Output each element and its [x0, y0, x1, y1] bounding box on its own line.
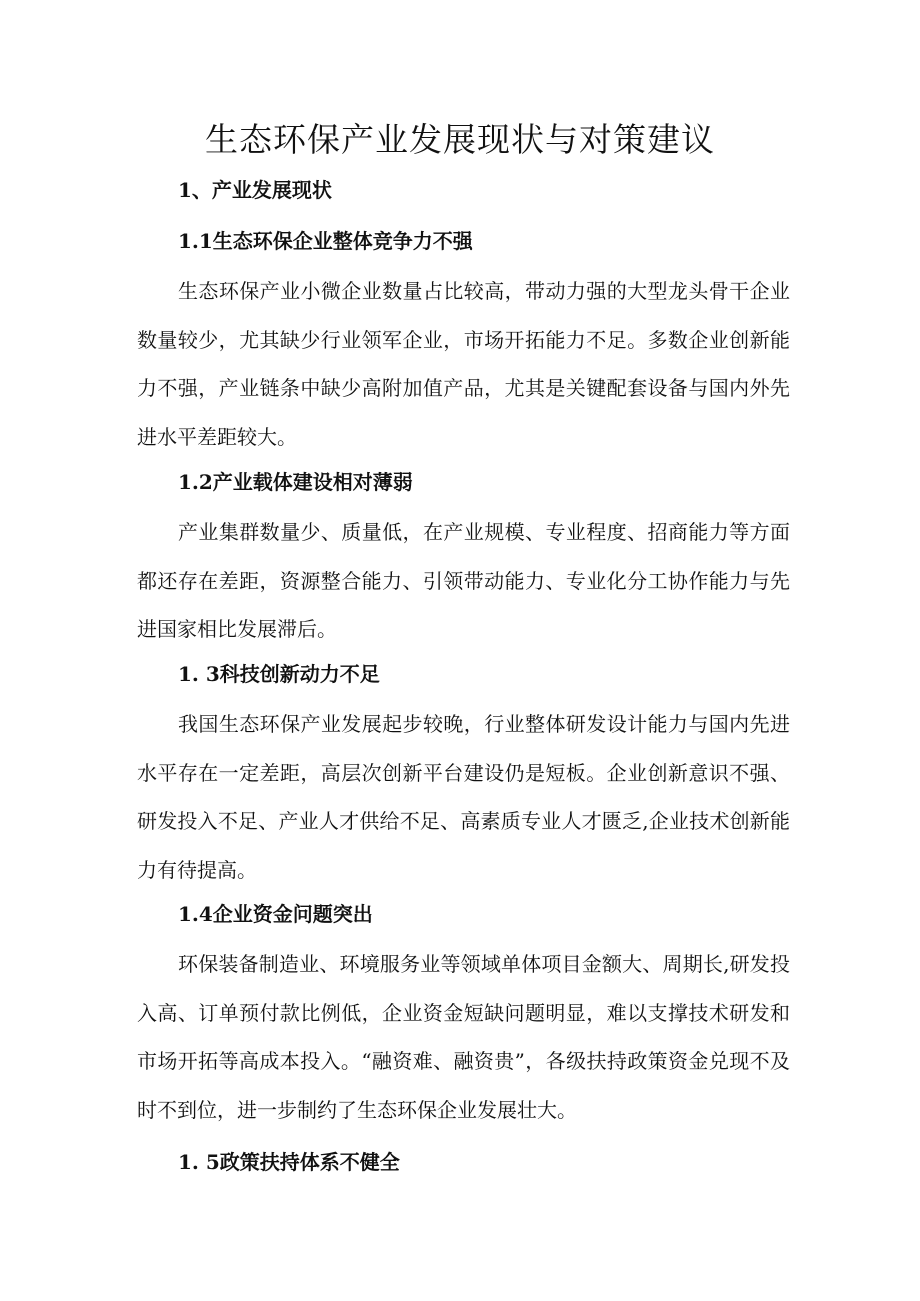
paragraph-1-2: 产业集群数量少、质量低，在产业规模、专业程度、招商能力等方面都还存在差距，资源整合能力、引领带动能力、专业化分工协作能力与先进国家相比发展滞后。 [137, 520, 790, 641]
document-title: 生态环保产业发展现状与对策建议 [205, 120, 715, 159]
subsection-heading-1-2: 1.2产业载体建设相对薄弱 [178, 470, 413, 494]
subsection-heading-1-1: 1.1生态环保企业整体竞争力不强 [178, 229, 473, 253]
subsection-heading-1-4: 1.4企业资金问题突出 [178, 902, 373, 926]
subsection-heading-1-5: 1. 5政策扶持体系不健全 [178, 1150, 400, 1174]
section-heading: 1、产业发展现状 [178, 178, 332, 202]
paragraph-1-3: 我国生态环保产业发展起步较晚，行业整体研发设计能力与国内先进水平存在一定差距，高层次创新平台建设仍是短板。企业创新意识不强、研发投入不足、产业人才供给不足、高素质专业人才匮乏,企业技术创新能力有待提高。 [137, 712, 790, 882]
subsection-heading-1-3: 1. 3科技创新动力不足 [178, 662, 380, 686]
paragraph-1-1: 生态环保产业小微企业数量占比较高，带动力强的大型龙头骨干企业数量较少，尤其缺少行业领军企业，市场开拓能力不足。多数企业创新能力不强，产业链条中缺少高附加值产品，尤其是关键配套设备与国内外先进水平差距较大。 [137, 279, 790, 449]
paragraph-1-4: 环保装备制造业、环境服务业等领域单体项目金额大、周期长,研发投入高、订单预付款比例低，企业资金短缺问题明显，难以支撑技术研发和市场开拓等高成本投入。“融资难、融资贵”，各级扶持政策资金兑现不及时不到位，进一步制约了生态环保企业发展壮大。 [137, 952, 790, 1122]
